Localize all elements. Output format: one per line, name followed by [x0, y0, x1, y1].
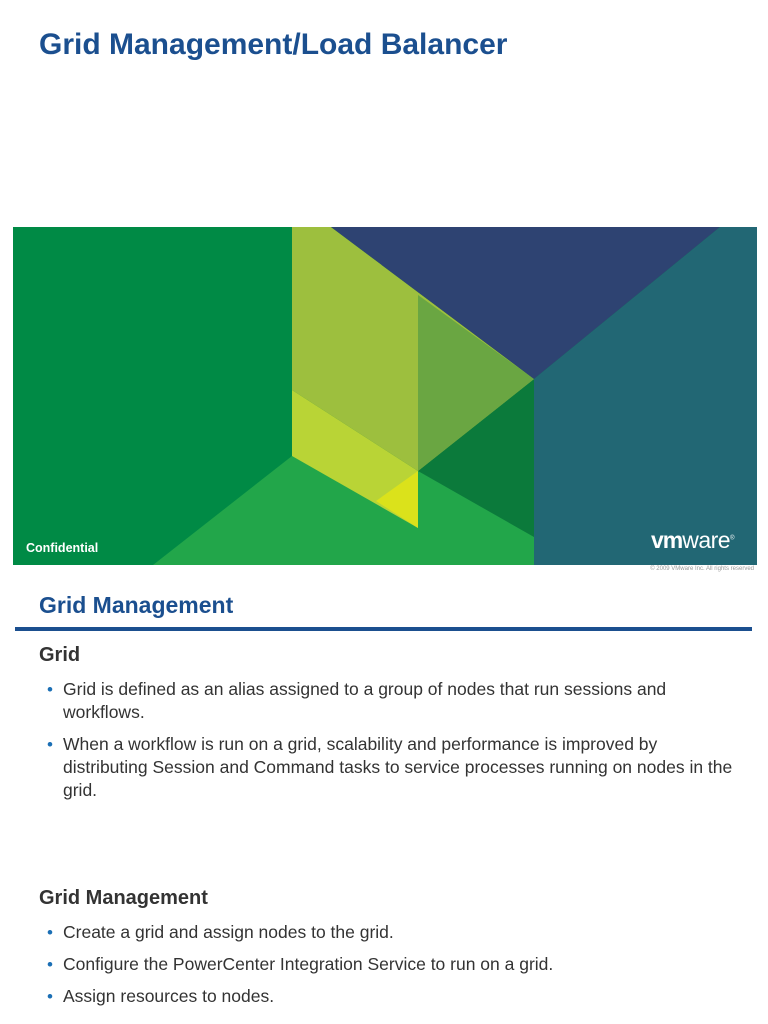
grid-heading: Grid: [39, 644, 81, 666]
list-item: [45, 921, 735, 944]
list-item: [45, 985, 735, 1008]
logo-registered-mark: ®: [730, 535, 735, 542]
logo-vm: vm: [651, 527, 683, 553]
bullet-text: When a workflow is run on a grid, scalability and performance is improved by distributing Session and Command tasks to service processes running on nodes in the grid.: [63, 734, 733, 800]
bullet-dot-icon: •: [47, 955, 53, 974]
list-item: [45, 953, 735, 976]
list-item: [45, 678, 735, 724]
title-banner: [13, 227, 757, 565]
copyright-notice: © 2009 VMware Inc. All rights reserved: [650, 566, 754, 572]
bullet-text: Grid is defined as an alias assigned to a group of nodes that run sessions and workflows.: [63, 679, 667, 722]
title-divider: [15, 627, 752, 631]
vmware-logo: [651, 527, 734, 554]
bullet-dot-icon: •: [47, 680, 53, 699]
confidential-label: Confidential: [26, 541, 99, 555]
grid-management-bullet-list: [45, 921, 735, 1017]
bullet-dot-icon: •: [47, 923, 53, 942]
grid-management-heading: Grid Management: [39, 887, 208, 909]
list-item: [45, 733, 735, 802]
bullet-dot-icon: •: [47, 987, 53, 1006]
logo-ware: ware: [682, 527, 731, 553]
banner-graphic: [13, 227, 757, 565]
bullet-text: Assign resources to nodes.: [63, 986, 275, 1006]
bullet-text: Configure the PowerCenter Integration Service to run on a grid.: [63, 954, 554, 974]
bullet-text: Create a grid and assign nodes to the grid.: [63, 922, 394, 942]
grid-bullet-list: [45, 678, 735, 811]
bullet-dot-icon: •: [47, 735, 53, 754]
slide-title: Grid Management/Load Balancer: [39, 28, 508, 61]
section-title: Grid Management: [39, 592, 234, 618]
